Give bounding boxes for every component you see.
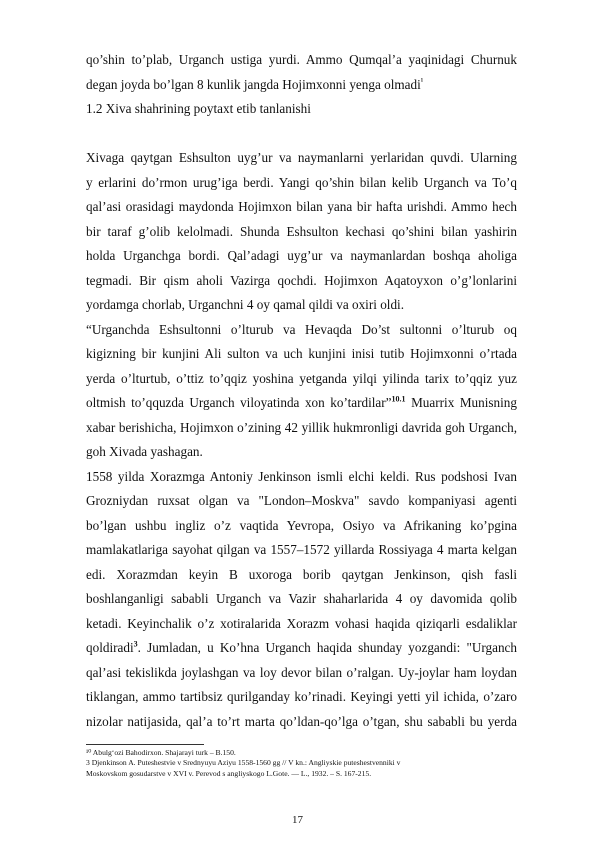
line-text: oltmish to’qquzda Urganch viloyatinda xon ko’tardilar” — [86, 395, 392, 410]
line-text: yerda o’lturtub, o’ttiz to’qqiz yoshina yetganda yilqi yilinda tarix to’qqiz yuz — [86, 370, 517, 386]
line-text: Xivaga qaytgan Eshsulton uyg’ur va naymanlarni yerlaridan quvdi. Ularning — [86, 150, 517, 165]
line-text: yordamga chorlab, Urganchni 4 oy qamal qildi va oxiri oldi. — [86, 297, 405, 312]
line-text: xabar berishicha, Hojimxon o’zining 42 yillik hukmronligi davrida goh Urganch, — [86, 419, 517, 435]
footnote-1: ¹⁰ Abulg‘ozi Bahodirxon. Shajarayi turk – B.150. — [86, 748, 236, 757]
text-line — [86, 244, 517, 269]
line-text: goh Xivada yashagan. — [86, 444, 203, 459]
line-text: qo’shin to’plab, Urganch ustiga yurdi. Ammo Qumqal’a yaqinidagi Churnuk — [86, 52, 517, 67]
line-text: kigizning bir kunjini Ali sulton va uch kunjini inisi tutib Hojimxonni o’rtada — [86, 346, 517, 361]
footnote-separator — [86, 744, 204, 745]
text-line — [86, 636, 517, 661]
text-line — [86, 391, 517, 416]
line-text-continuation: . Jumladan, u Ko’hna Urganch haqida shunday yozgandi: "Urganch — [137, 640, 517, 655]
line-text-continuation: Muarrix Munisning — [405, 395, 517, 410]
text-line — [86, 514, 517, 539]
text-line — [86, 342, 517, 367]
line-text: nizolar natijasida, qal’a to’rt marta qo’ldan-qo’lga o’tgan, shu sababli bu yerda — [86, 713, 517, 729]
text-line — [86, 73, 517, 98]
text-line — [86, 489, 517, 514]
text-line — [86, 146, 517, 171]
line-text: ketadi. Keyinchalik o’z xotiralarida Xorazm vohasi haqida qiziqarli esdaliklar — [86, 615, 517, 631]
line-text: bir taraf g’olib kelolmadi. Shunda Eshsulton kechasi qo’shini bilan yashirin — [86, 223, 517, 239]
text-line — [86, 318, 517, 343]
text-line — [86, 685, 517, 710]
text-line — [86, 195, 517, 220]
line-text: Grozniydan ruxsat olgan va "London–Moskva" savdo kompaniyasi agenti — [86, 493, 517, 508]
text-line — [86, 612, 517, 637]
text-line — [86, 538, 517, 563]
text-line — [86, 97, 517, 122]
line-text: degan joyda bo’lgan 8 kunlik jangda Hojimxonni yenga olmadi — [86, 76, 421, 92]
text-line — [86, 465, 517, 490]
line-text: “Urganchda Eshsultonni o’lturub va Hevaqda Do’st sultonni o’lturub oq — [86, 321, 517, 337]
line-text: edi. Xorazmdan keyin B uxoroga borib qaytgan Jenkinson, qish fasli — [86, 566, 517, 582]
text-line — [86, 220, 517, 245]
line-text: qal’asi orasidagi maydonda Hojimxon bilan yana bir hafta urishdi. Ammo hech — [86, 199, 517, 214]
page-number: 17 — [292, 814, 303, 826]
line-text: bo’lgan ushbu ingliz o’z vaqtida Yevropa, Osiyo va Afrikaning ko’pgina — [86, 517, 517, 533]
text-line — [86, 122, 517, 147]
line-text: 1558 yilda Xorazmga Antoniy Jenkinson ismli elchi keldi. Rus podshosi Ivan — [86, 468, 517, 484]
footnote-2: 3 Djenkinson A. Puteshestvie v Srednyuyu Aziyu 1558-1560 gg // V kn.: Angliyskie puteshestvenniki v — [86, 758, 401, 768]
line-text: qal’asi tekislikda joylashgan va loy devor bilan o’ralgan. Uy-joylar ham loydan — [86, 664, 517, 680]
text-line — [86, 710, 517, 735]
text-line — [86, 587, 517, 612]
footnote-2-continued: Moskovskom gosudarstve v XVI v. Perevod s angliyskogo L.Gote. — L., 1932. – S. 167-215. — [86, 768, 372, 778]
text-line — [86, 416, 517, 441]
line-text: 1.2 Xiva shahrining poytaxt etib tanlanishi — [86, 101, 311, 116]
text-line — [86, 367, 517, 392]
footnote-marker: ¹ — [420, 76, 424, 86]
body-text — [86, 48, 517, 734]
footnotes — [86, 748, 517, 779]
footnote-marker: 3 — [133, 639, 138, 649]
text-line — [86, 440, 517, 465]
text-line — [86, 48, 517, 73]
line-text: boshlanganligi sababli Urganch va Vazir shaharlarida 4 oy davomida qolib — [86, 591, 517, 606]
line-text: mamlakatlariga sayohat qilgan va 1557–1572 yillarda Rossiyaga 4 marta kelgan — [86, 542, 517, 557]
line-text: holda Urganchga bordi. Qal’adagi uyg’ur va naymanlardan boshqa aholiga — [86, 248, 517, 263]
line-text: qoldiradi — [86, 640, 134, 655]
line-text: tiklangan, ammo tartibsiz qurilganday ko’rinadi. Keyingi yetti yil ichida, o’zaro — [86, 689, 517, 704]
text-line — [86, 269, 517, 294]
text-line — [86, 171, 517, 196]
line-text: tegmadi. Bir qism aholi Vazirga qochdi. Hojimxon Aqatoyxon o’g’lonlarini — [86, 272, 517, 288]
line-text: y erlarini do’rmon urug’iga berdi. Yangi qo’shin bilan kelib Urganch va To’q — [86, 174, 517, 190]
text-line — [86, 563, 517, 588]
text-line — [86, 661, 517, 686]
footnote-marker: 10.1 — [391, 394, 406, 404]
text-line — [86, 293, 517, 318]
